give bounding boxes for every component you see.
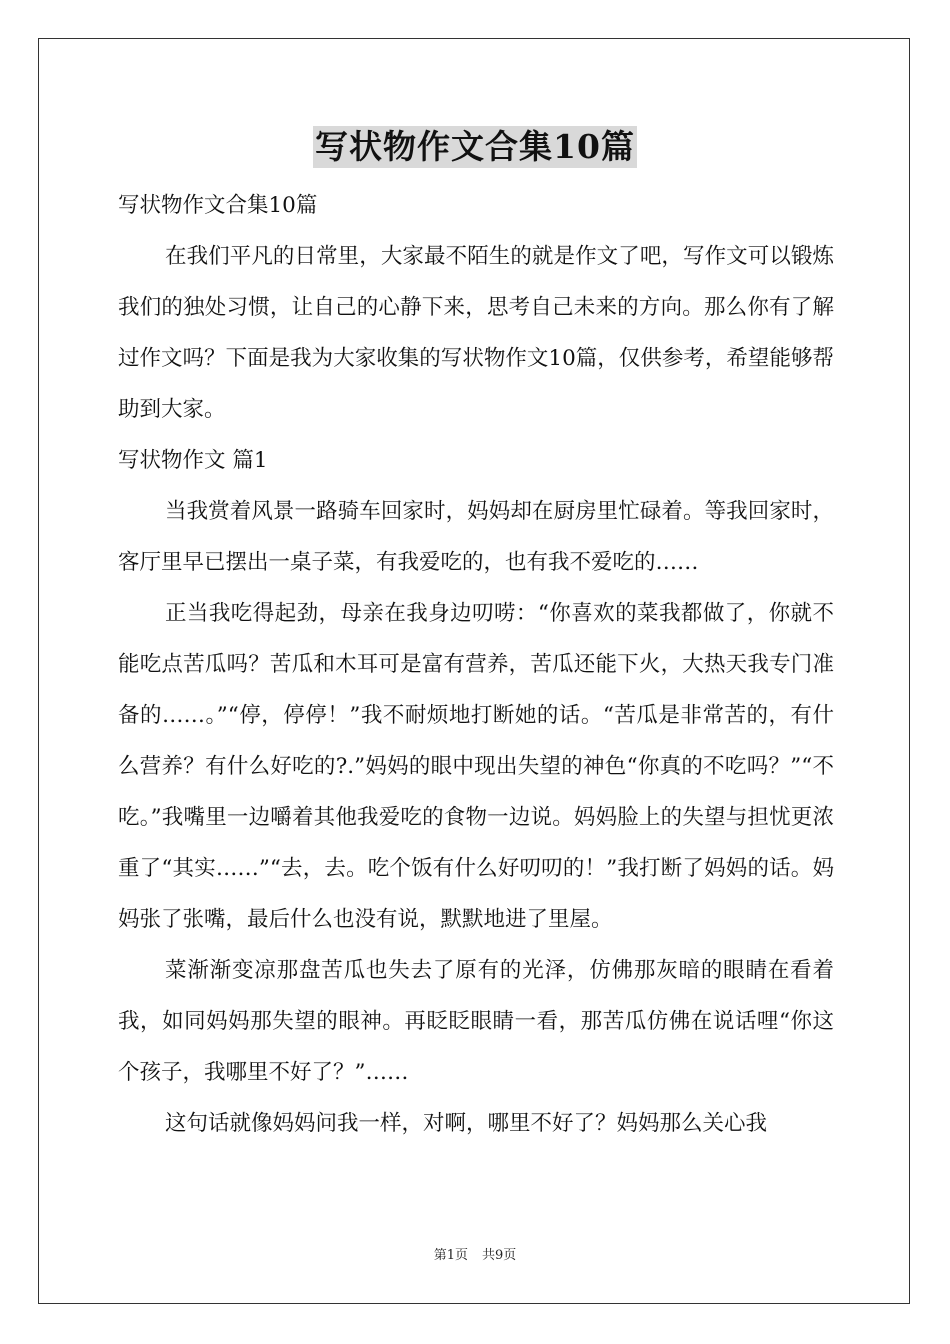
document-body [118,180,834,1149]
document-subtitle: 写状物作文合集10篇 [118,193,318,218]
section-heading: 写状物作文 篇1 [118,448,268,473]
body-paragraph-4: 这句话就像妈妈问我一样，对啊，哪里不好了？妈妈那么关心我 [165,1111,768,1136]
body-paragraph-1: 当我赏着风景一路骑车回家时，妈妈却在厨房里忙碌着。等我回家时，客厅里早已摆出一桌子菜，有我爱吃的，也有我不爱吃的…… [118,499,834,575]
document-title [0,126,950,170]
body-paragraph-3: 菜渐渐变凉那盘苦瓜也失去了原有的光泽，仿佛那灰暗的眼睛在看着我，如同妈妈那失望的眼神。再眨眨眼睛一看，那苦瓜仿佛在说话哩“你这个孩子，我哪里不好了？”…… [118,958,834,1085]
body-paragraph-2: 正当我吃得起劲，母亲在我身边叨唠：“你喜欢的菜我都做了，你就不能吃点苦瓜吗？苦瓜和木耳可是富有营养，苦瓜还能下火，大热天我专门准备的……。”“停，停停！”我不耐烦地打断她的话。“苦瓜是非常苦的，有什么营养？有什么好吃的?.”妈妈的眼中现出失望的神色“你真的不吃吗？”“不吃。”我嘴里一边嚼着其他我爱吃的食物一边说。妈妈脸上的失望与担忧更浓重了“其实……”“去，去。吃个饭有什么好叨叨的！”我打断了妈妈的话。妈妈张了张嘴，最后什么也没有说，默默地进了里屋。 [118,601,834,932]
page-footer [0,1246,950,1266]
page-number: 第1页 [433,1248,468,1263]
page-total: 共9页 [482,1248,517,1263]
intro-paragraph: 在我们平凡的日常里，大家最不陌生的就是作文了吧，写作文可以锻炼我们的独处习惯，让自己的心静下来，思考自己未来的方向。那么你有了解过作文吗？下面是我为大家收集的写状物作文10篇，仅供参考，希望能够帮助到大家。 [118,244,834,422]
document-title-text: 写状物作文合集10篇 [315,127,635,166]
